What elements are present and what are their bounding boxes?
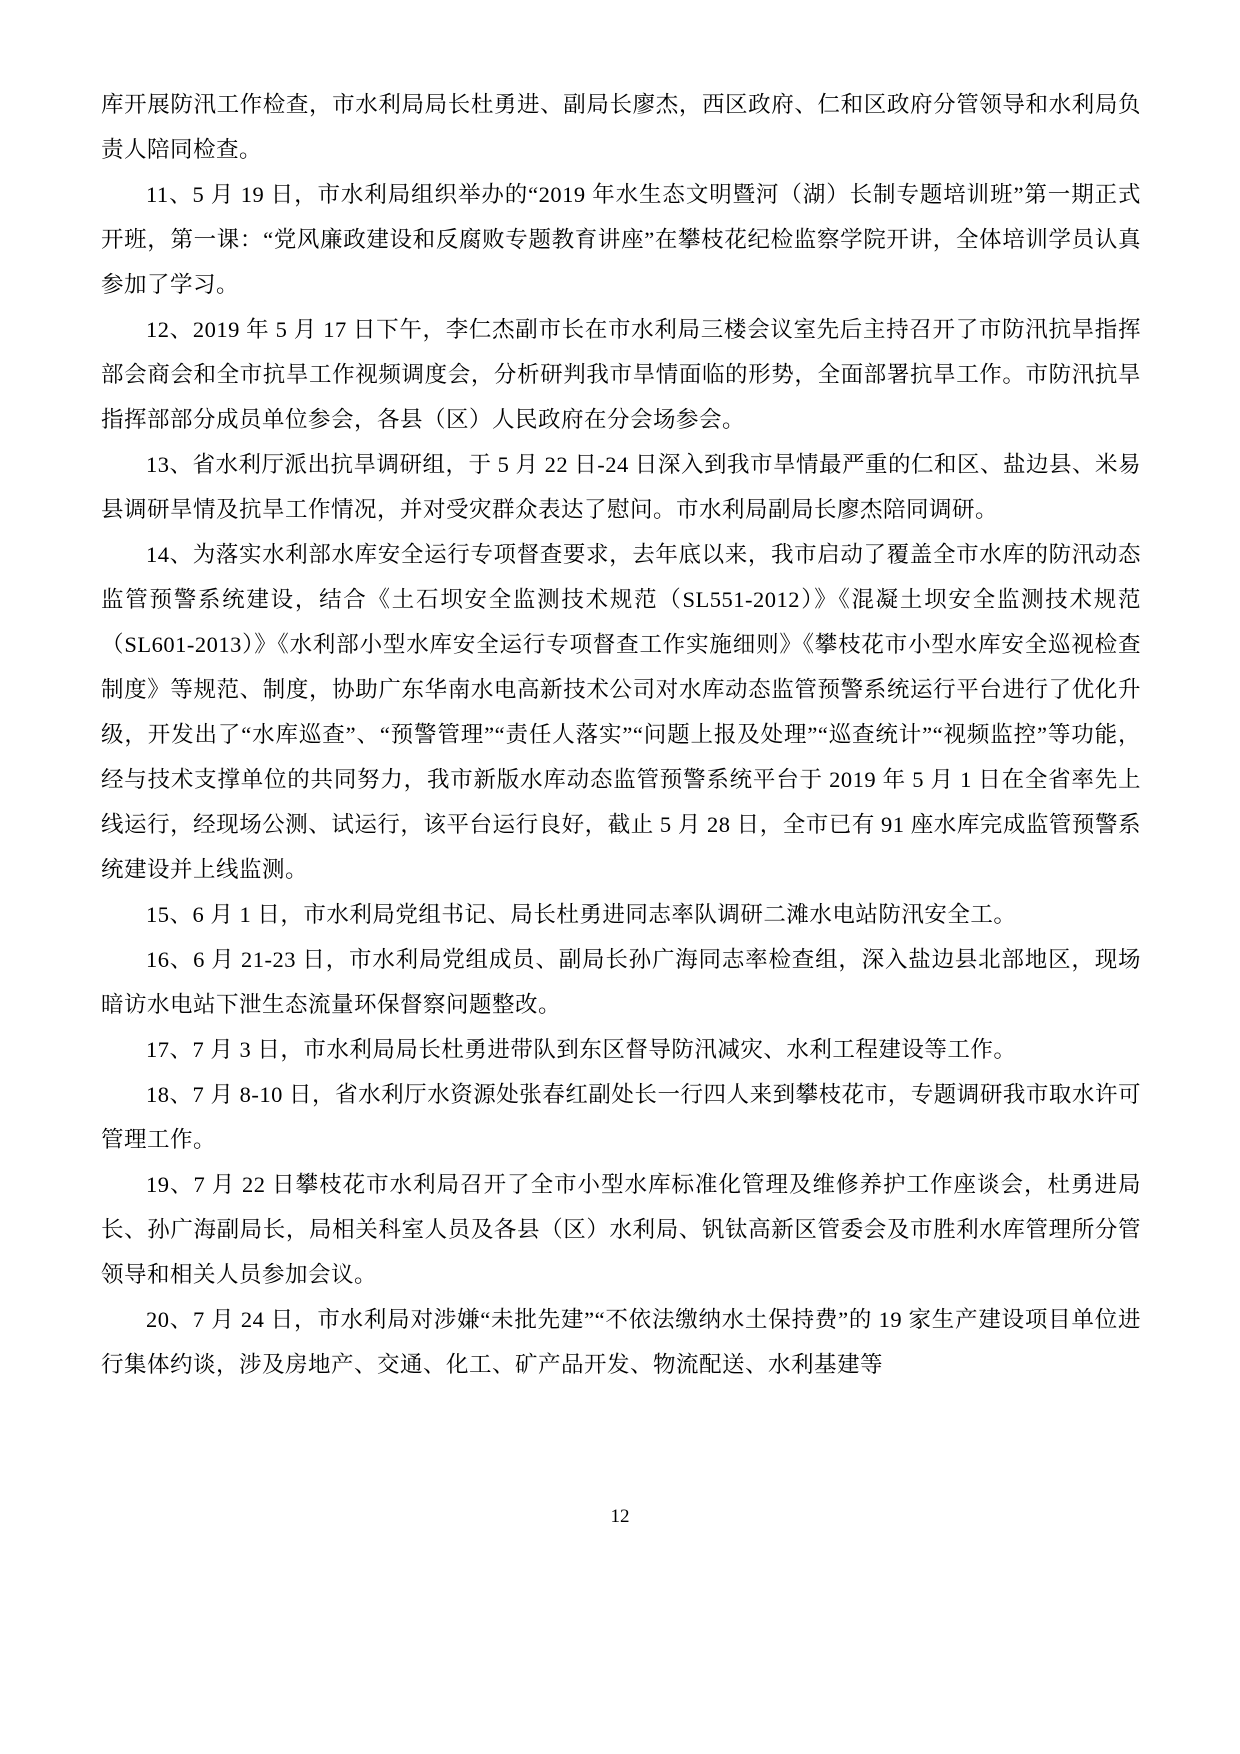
page-number: 12 bbox=[610, 1506, 630, 1527]
paragraph: 17、7 月 3 日，市水利局局长杜勇进带队到东区督导防汛减灾、水利工程建设等工作。 bbox=[146, 1037, 1017, 1062]
paragraph: 11、5 月 19 日，市水利局组织举办的“2019 年水生态文明暨河（湖）长制专题培训班”第一期正式开班，第一课：“党风廉政建设和反腐败专题教育讲座”在攀枝花纪检监察学院开讲，全体培训学员认真参加了学习。 bbox=[101, 182, 1141, 297]
page-footer bbox=[0, 1506, 1240, 1528]
paragraph: 13、省水利厅派出抗旱调研组，于 5 月 22 日-24 日深入到我市旱情最严重的仁和区、盐边县、米易县调研旱情及抗旱工作情况，并对受灾群众表达了慰问。市水利局副局长廖杰陪同调研。 bbox=[101, 452, 1141, 522]
paragraph: 12、2019 年 5 月 17 日下午，李仁杰副市长在市水利局三楼会议室先后主持召开了市防汛抗旱指挥部会商会和全市抗旱工作视频调度会，分析研判我市旱情面临的形势，全面部署抗旱工作。市防汛抗旱指挥部部分成员单位参会，各县（区）人民政府在分会场参会。 bbox=[101, 317, 1141, 432]
document-body bbox=[101, 82, 1141, 1387]
paragraph: 15、6 月 1 日，市水利局党组书记、局长杜勇进同志率队调研二滩水电站防汛安全工。 bbox=[146, 902, 1017, 927]
paragraph: 20、7 月 24 日，市水利局对涉嫌“未批先建”“不依法缴纳水土保持费”的 19 家生产建设项目单位进行集体约谈，涉及房地产、交通、化工、矿产品开发、物流配送、水利基建等 bbox=[101, 1307, 1141, 1377]
paragraph: 18、7 月 8-10 日，省水利厅水资源处张春红副处长一行四人来到攀枝花市，专题调研我市取水许可管理工作。 bbox=[101, 1082, 1141, 1152]
paragraph: 19、7 月 22 日攀枝花市水利局召开了全市小型水库标准化管理及维修养护工作座谈会，杜勇进局长、孙广海副局长，局相关科室人员及各县（区）水利局、钒钛高新区管委会及市胜利水库管理所分管领导和相关人员参加会议。 bbox=[101, 1172, 1141, 1287]
paragraph: 库开展防汛工作检查，市水利局局长杜勇进、副局长廖杰，西区政府、仁和区政府分管领导和水利局负责人陪同检查。 bbox=[101, 92, 1141, 162]
paragraph: 16、6 月 21-23 日，市水利局党组成员、副局长孙广海同志率检查组，深入盐边县北部地区，现场暗访水电站下泄生态流量环保督察问题整改。 bbox=[101, 947, 1141, 1017]
paragraph: 14、为落实水利部水库安全运行专项督查要求，去年底以来，我市启动了覆盖全市水库的防汛动态监管预警系统建设，结合《土石坝安全监测技术规范（SL551-2012）》《混凝土坝安全监测技术规范（SL601-2013）》《水利部小型水库安全运行专项督查工作实施细则》《攀枝花市小型水库安全巡视检查制度》等规范、制度，协助广东华南水电高新技术公司对水库动态监管预警系统运行平台进行了优化升级，开发出了“水库巡查”、“预警管理”“责任人落实”“问题上报及处理”“巡查统计”“视频监控”等功能，经与技术支撑单位的共同努力，我市新版水库动态监管预警系统平台于 2019 年 5 月 1 日在全省率先上线运行，经现场公测、试运行，该平台运行良好，截止 5 月 28 日，全市已有 91 座水库完成监管预警系统建设并上线监测。 bbox=[101, 542, 1141, 882]
